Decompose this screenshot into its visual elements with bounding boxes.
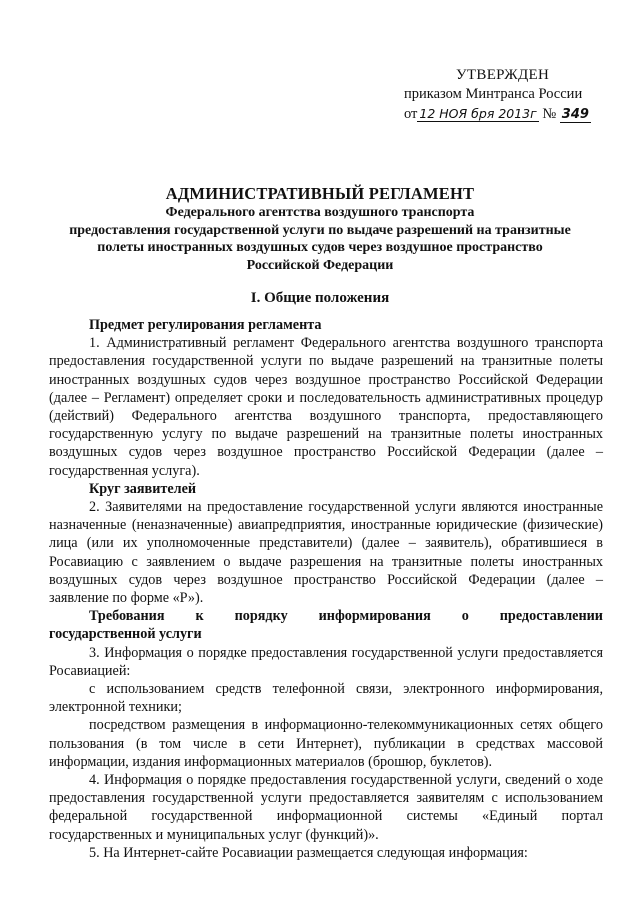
- paragraph-4: 4. Информация о порядке предоставления государственной услуги, сведений о ходе предоставления государственной услуги предоставляется заявителям с использованием федеральной государственной информационной системы «Единый портал государственных и муниципальных услуг (функций)».: [49, 772, 603, 843]
- paragraph-3: 3. Информация о порядке предоставления государственной услуги предоставляется Росавиацией:: [49, 644, 603, 679]
- applicants-heading: Круг заявителей: [89, 480, 197, 497]
- paragraph-3-item-b: посредством размещения в информационно-телекоммуникационных сетях общего пользования (в том числе в сети Интернет), публикации в средствах массовой информации, издания информационных материалов (брошюр, буклетов).: [49, 717, 603, 770]
- approved-label: УТВЕРЖДЕН: [456, 67, 550, 83]
- document-subtitle-line-2: предоставления государственной услуги по выдаче разрешений на транзитные: [69, 222, 571, 238]
- order-number-handwritten: 349: [561, 107, 589, 122]
- order-number-prefix: №: [542, 106, 557, 122]
- paragraph-5: 5. На Интернет-сайте Росавиации размещается следующая информация:: [89, 844, 528, 861]
- document-body: [49, 316, 603, 862]
- document-subtitle-line-3: полеты иностранных воздушных судов через воздушное пространство: [97, 240, 543, 255]
- requirements-heading-line-2: государственной услуги: [49, 626, 202, 643]
- requirements-heading-line-1: Требования к порядку информирования о предоставлении: [89, 608, 603, 625]
- section-title: I. Общие положения: [250, 290, 390, 306]
- order-from-prefix: от: [404, 106, 418, 122]
- document-subtitle-line-4: Российской Федерации: [246, 257, 394, 273]
- subject-heading: Предмет регулирования регламента: [89, 317, 322, 333]
- paragraph-3-item-a: с использованием средств телефонной связи, электронного информирования, электронной техники;: [49, 681, 603, 716]
- order-date-number: [404, 104, 614, 124]
- paragraph-1: 1. Административный регламент Федерального агентства воздушного транспорта предоставления государственной услуги по выдаче разрешений на транзитные полеты иностранных воздушных судов через воздушное пространство Российской Федерации (далее – Регламент) определяет сроки и последовательность административных процедур (действий) Федерального агентства воздушного транспорта, предоставляющего государственную услугу по выдаче разрешений на транзитные полеты иностранных воздушных судов через воздушное пространство Российской Федерации (далее – государственная услуга).: [49, 335, 603, 479]
- document-title: АДМИНИСТРАТИВНЫЙ РЕГЛАМЕНТ: [165, 184, 475, 203]
- document-subtitle-line-1: Федерального агентства воздушного транспорта: [165, 205, 475, 220]
- approval-stamp: [404, 66, 614, 124]
- paragraph-2: 2. Заявителями на предоставление государственной услуги являются иностранные назначенные (неназначенные) авиапредприятия, иностранные юридические (физические) лица (или их уполномоченные представители) (далее – заявитель), обратившиеся в Росавиацию с заявлением о выдаче разрешения на транзитные полеты иностранных воздушных судов через воздушное пространство Российской Федерации (далее – заявление по форме «Р»).: [49, 499, 603, 607]
- document-heading: [30, 183, 610, 274]
- order-date-handwritten: 12 НОЯ бря 2013г: [419, 106, 537, 121]
- approved-by-order: приказом Минтранса России: [404, 86, 583, 102]
